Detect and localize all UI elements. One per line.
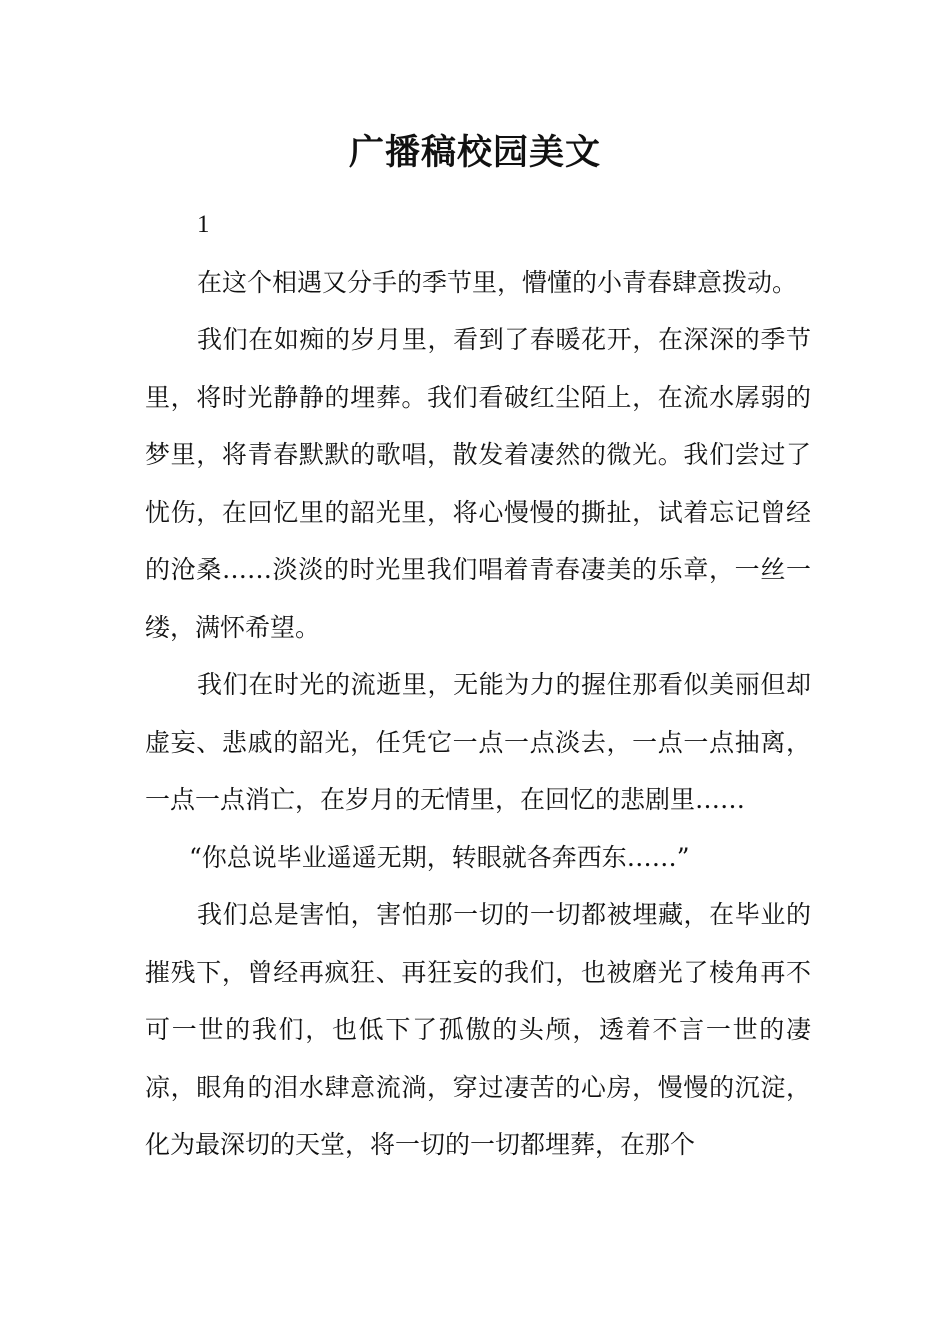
section-number: 1 [197, 211, 210, 238]
quote-paragraph: “你总说毕业遥遥无期，转眼就各奔西东……” [189, 842, 690, 872]
paragraph-5: 我们总是害怕，害怕那一切的一切都被埋藏，在毕业的摧残下，曾经再疯狂、再狂妄的我们，也被磨光了棱角再不可一世的我们，也低下了孤傲的头颅，透着不言一世的凄凉，眼角的泪水肆意流淌，穿过凄苦的心房，慢慢的沉淀，化为最深切的天堂，将一切的一切都埋葬，在那个 [145, 900, 811, 1159]
paragraph-3: 我们在时光的流逝里，无能为力的握住那看似美丽但却虚妄、悲戚的韶光，任凭它一点一点淡去，一点一点抽离，一点一点消亡，在岁月的无情里，在回忆的悲剧里…… [145, 670, 811, 814]
paragraph-1: 在这个相遇又分手的季节里，懵懂的小青春肆意拨动。 [197, 267, 798, 297]
document-body [145, 196, 811, 1174]
paragraph-2: 我们在如痴的岁月里，看到了春暖花开，在深深的季节里，将时光静静的埋葬。我们看破红尘陌上，在流水孱弱的梦里，将青春默默的歌唱，散发着凄然的微光。我们尝过了忧伤，在回忆里的韶光里，将心慢慢的撕扯，试着忘记曾经的沧桑……淡淡的时光里我们唱着青春凄美的乐章，一丝一缕，满怀希望。 [145, 325, 811, 642]
document-title: 广播稿校园美文 [348, 133, 601, 173]
